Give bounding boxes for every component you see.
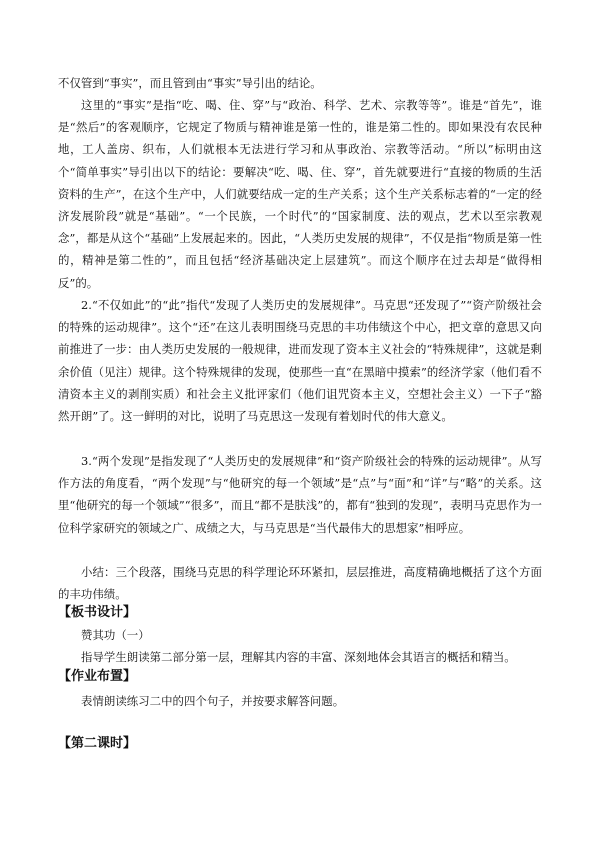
paragraph-homework-content: 表情朗读练习二中的四个句子，并按要求解答问题。 (81, 694, 345, 708)
heading-homework: 【作业布置】 (58, 669, 137, 684)
paragraph-point-3: 3.“两个发现”是指发现了“人类历史的发展规律”和“资产阶级社会的特殊的运动规律”。从写作方法的角度看，“两个发现”与“他研究的每一个领域”是“点”与“面”和“详”与“略”的关系。这里“他研究的每一个领域”“很多”，而且“都不是肤浅”的，都有“独到的发现”，表明马克思作为一位科学家研究的领域之广、成绩之大，与马克思是“当代最伟大的思想家”相呼应。 (58, 454, 542, 535)
paragraph-reading-guide: 指导学生朗读第二部分第一层，理解其内容的丰富、深刻地体会其语言的概括和精当。 (81, 650, 516, 664)
heading-second-lesson: 【第二课时】 (58, 736, 137, 751)
paragraph-facts-explanation: 这里的“事实”是指“吃、喝、住、穿”与“政治、科学、艺术、宗教等等”。谁是“首先”，谁是“然后”的客观顺序，它规定了物质与精神谁是第一性的，谁是第二性的。即如果没有农民种地，工人盖房、织布，人们就根本无法进行学习和从事政治、宗教等活动。“所以”标明由这个“简单事实”导引出以下的结论：要解决“吃、喝、住、穿”，首先就要进行“直接的物质的生活资料的生产”，在这个生产中，人们就要结成一定的生产关系；这个生产关系标志着的“一定的经济发展阶段”就是“基础”。“一个民族，一个时代”的“国家制度、法的观点，艺术以至宗教观念”，都是从这个“基础”上发展起来的。因此，“人类历史发展的规律”，不仅是指“物质是第一性的，精神是第二性的”，而且包括“经济基础决定上层建筑”。而这个顺序在过去却是“做得相反”的。 (58, 98, 542, 290)
paragraph-point-2: 2.“不仅如此”的“此”指代“发现了人类历史的发展规律”。马克思“还发现了”“资产阶级社会的特殊的运动规律”。这个“还”在这儿表明围绕马克思的丰功伟绩这个中心，把文章的意思又向前推进了一步：由人类历史发展的一般规律，进而发现了资本主义社会的“特殊规律”，这就是剩余价值（见注）规律。这个特殊规律的发现，使那些一直“在黑暗中摸索”的经济学家（他们看不清资本主义的剥削实质）和社会主义批评家们（他们诅咒资本主义，空想社会主义）一下子“豁然开朗”了。这一鲜明的对比，说明了马克思这一发现有着划时代的伟大意义。 (58, 298, 542, 424)
heading-board-design: 【板书设计】 (58, 605, 137, 620)
paragraph-continuation: 不仅管到“事实”，而且管到由“事实”导引出的结论。 (58, 76, 322, 90)
paragraph-summary: 小结：三个段落，围绕马克思的科学理论环环紧扣，层层推进，高度精确地概括了这个方面的丰功伟绩。 (58, 565, 542, 602)
paragraph-board-content: 赞其功（一） (81, 628, 150, 642)
